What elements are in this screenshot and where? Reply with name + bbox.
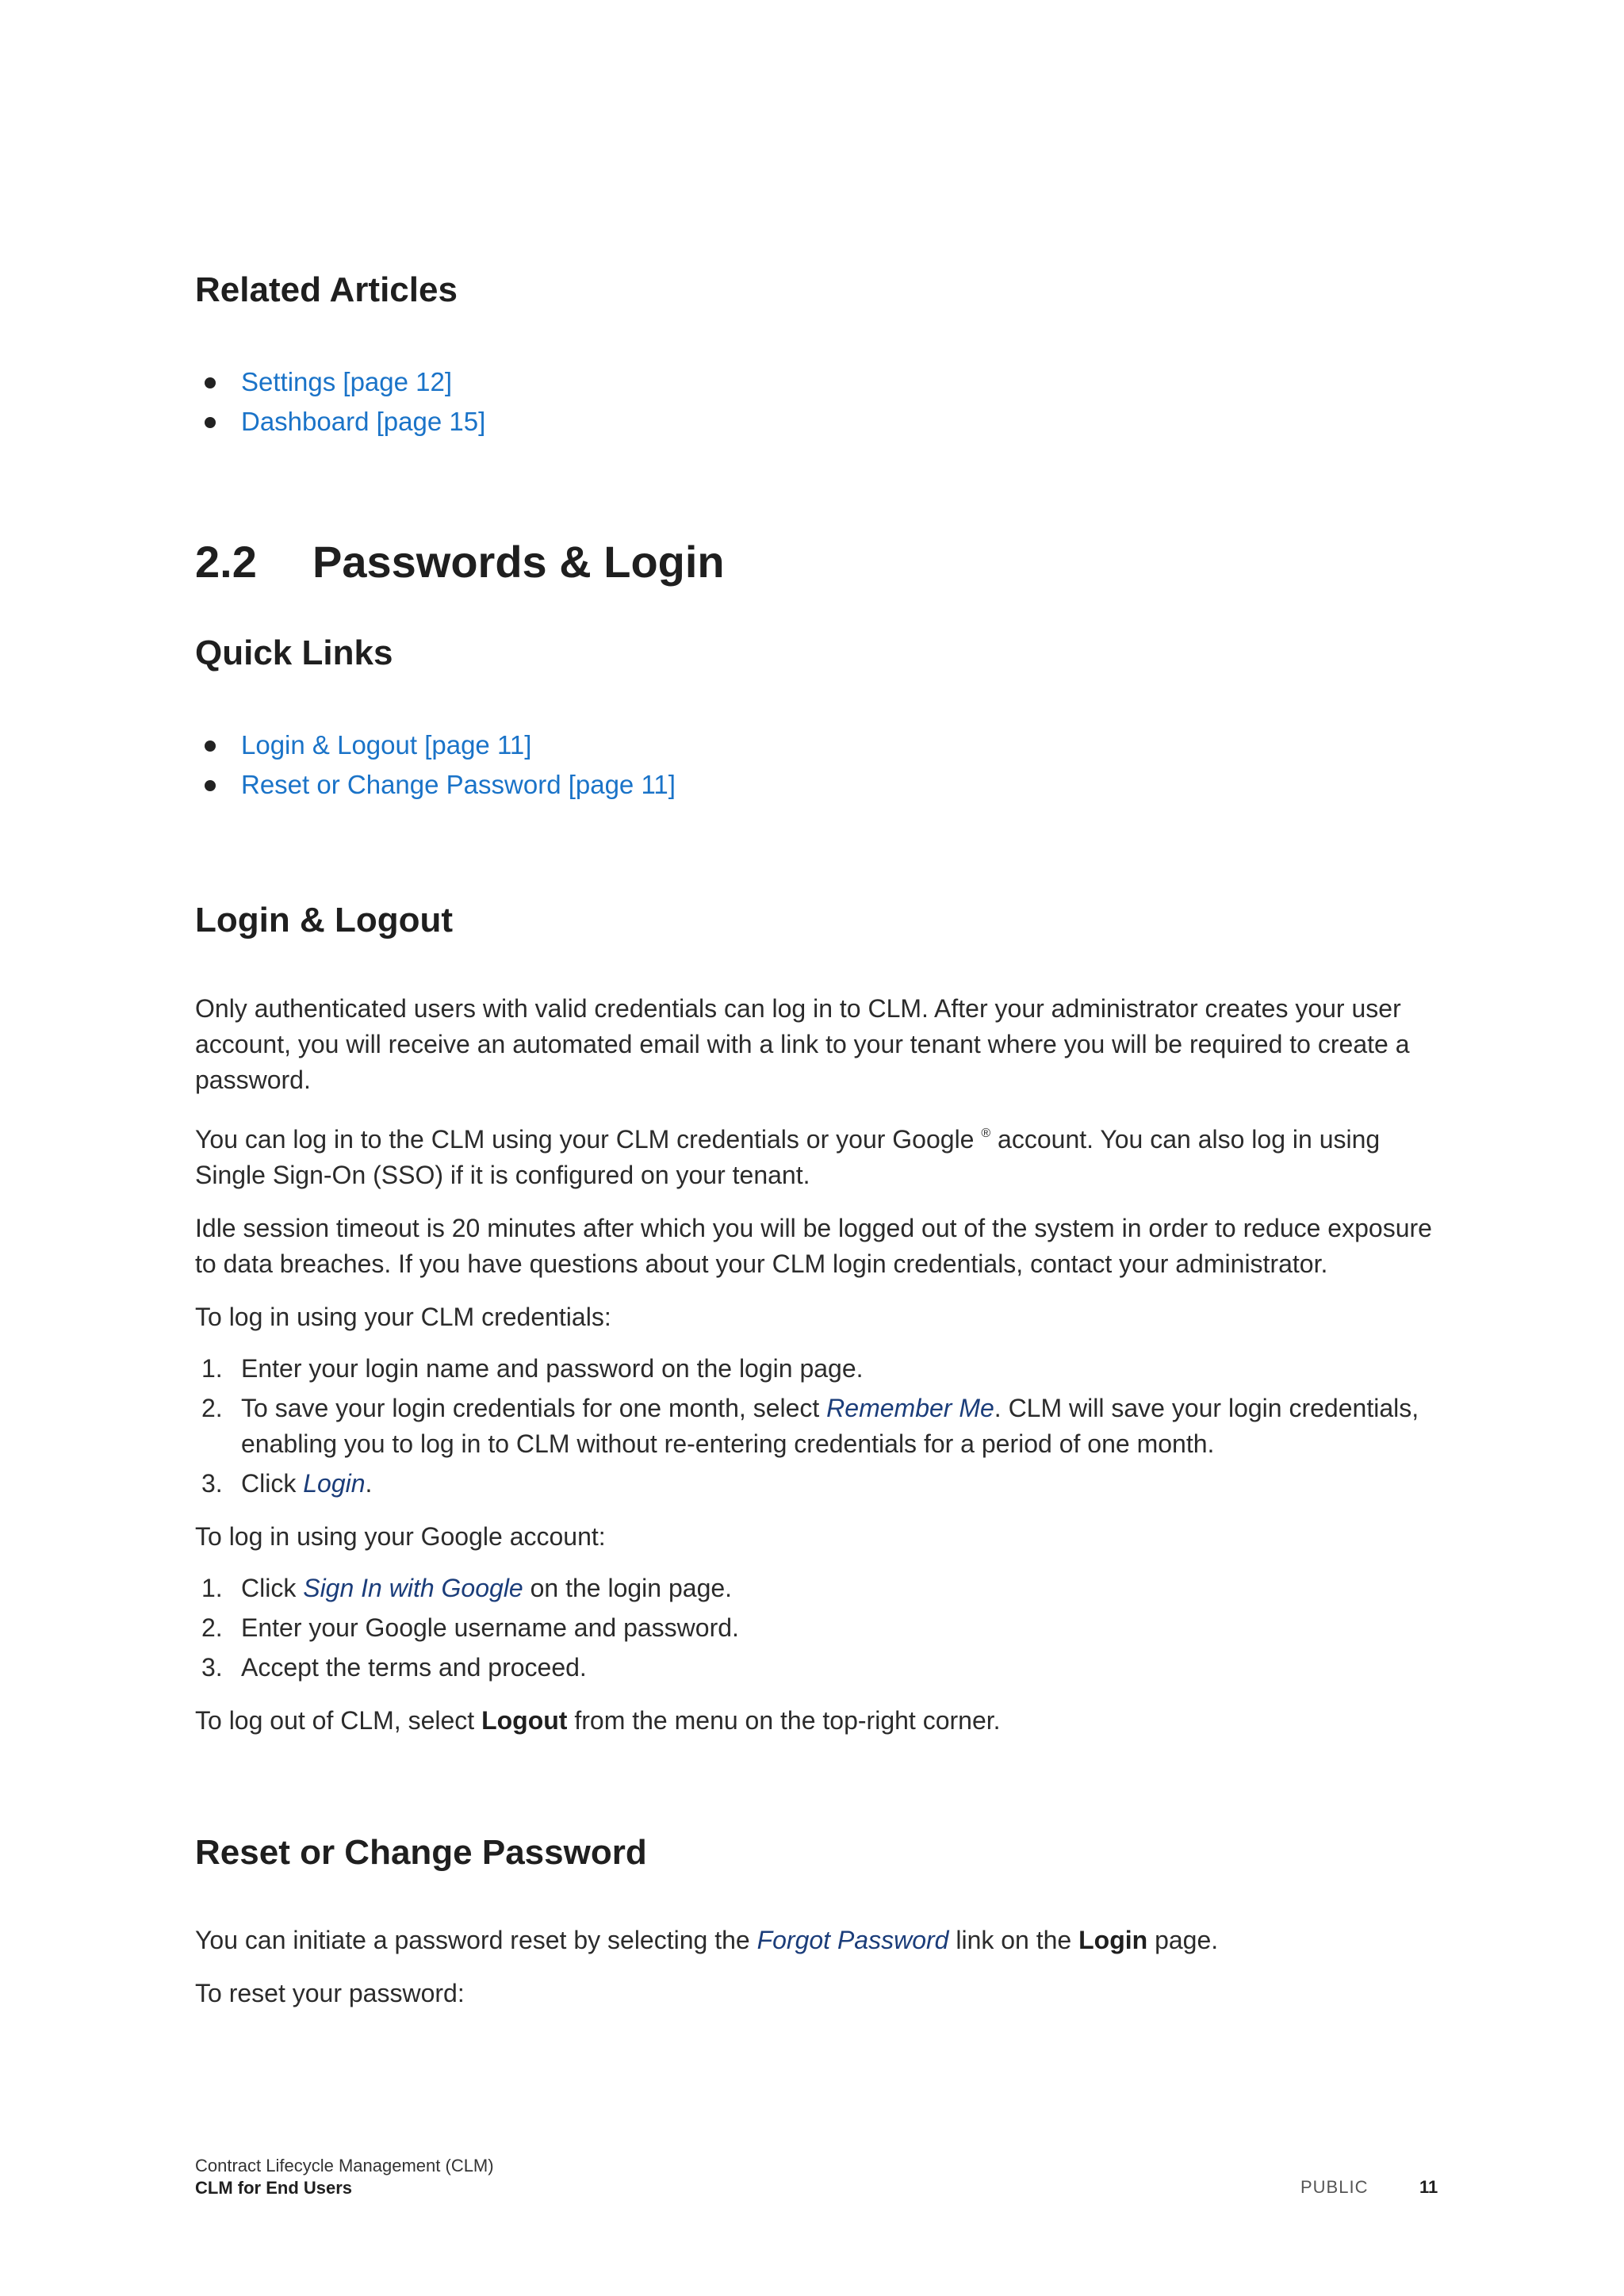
logout-term: Logout — [481, 1705, 568, 1735]
footer-guide: CLM for End Users — [195, 2178, 353, 2198]
list-item — [195, 1610, 1448, 1646]
step-number: 3. — [201, 1468, 223, 1498]
forgot-password-term: Forgot Password — [756, 1926, 949, 1955]
paragraph — [195, 1923, 1448, 1958]
step-text: Accept the terms and proceed. — [241, 1652, 587, 1682]
text-run: account. You can also log in using Single Sign-On (SSO) if it is configured on your tenant. — [195, 1124, 1381, 1189]
text-run: link on the — [948, 1926, 1079, 1955]
page-content — [195, 270, 1448, 2011]
step-text: Click — [241, 1573, 304, 1602]
quick-links-list — [195, 725, 1448, 805]
step-number: 2. — [201, 1613, 223, 1642]
related-articles-list — [195, 362, 1448, 442]
registered-mark: ® — [981, 1126, 991, 1140]
step-number: 1. — [201, 1573, 223, 1602]
step-number: 1. — [201, 1353, 223, 1383]
list-item — [195, 402, 1448, 442]
footer-document-title — [195, 2155, 494, 2199]
clm-login-steps — [195, 1351, 1448, 1502]
list-item — [195, 1571, 1448, 1606]
list-item — [195, 765, 1448, 805]
text-run: You can log in to the CLM using your CLM credentials or your Google — [195, 1124, 982, 1154]
paragraph: Only authenticated users with valid credentials can log in to CLM. After your administrator creates your user account, you will receive an automated email with a link to your tenant where you will be required to create a password. — [195, 993, 1410, 1094]
list-item — [195, 1391, 1448, 1462]
page-number: 11 — [1419, 2177, 1438, 2197]
paragraph: To log in using your CLM credentials: — [195, 1302, 611, 1331]
settings-link[interactable]: Settings [page 12] — [241, 366, 453, 396]
sign-in-google-term: Sign In with Google — [303, 1573, 523, 1602]
paragraph: To reset your password: — [195, 1979, 465, 2008]
step-text: . — [365, 1468, 373, 1498]
login-page-term: Login — [1078, 1926, 1148, 1955]
step-number: 2. — [201, 1393, 223, 1422]
step-text: Click — [241, 1468, 304, 1498]
footer-classification: PUBLIC — [1300, 2177, 1369, 2197]
section-title — [195, 535, 1448, 588]
step-text: . CLM will save your login credentials, enabling you to log in to CLM without re-entering credentials for a period of one month. — [241, 1393, 1419, 1458]
section-title-text: Passwords & Login — [312, 536, 725, 587]
step-text: Enter your Google username and password. — [241, 1613, 739, 1642]
section-number: 2.2 — [195, 536, 257, 587]
list-item — [195, 725, 1448, 765]
login-term: Login — [303, 1468, 366, 1498]
text-run: You can initiate a password reset by selecting the — [195, 1926, 757, 1955]
step-number: 3. — [201, 1652, 223, 1682]
paragraph — [195, 1703, 1448, 1739]
text-run: To log out of CLM, select — [195, 1705, 482, 1735]
reset-password-heading: Reset or Change Password — [195, 1832, 647, 1872]
text-run: page. — [1147, 1926, 1219, 1955]
list-item — [195, 362, 1448, 402]
reset-password-link[interactable]: Reset or Change Password [page 11] — [241, 769, 676, 799]
paragraph — [195, 1115, 1448, 1193]
paragraph: Idle session timeout is 20 minutes after which you will be logged out of the system in order to reduce exposure to data breaches. If you have questions about your CLM login credentials, contact your administrator. — [195, 1213, 1432, 1278]
login-logout-heading: Login & Logout — [195, 900, 453, 939]
quick-links-heading: Quick Links — [195, 633, 393, 672]
list-item — [195, 1466, 1448, 1502]
dashboard-link[interactable]: Dashboard [page 15] — [241, 406, 486, 436]
step-text: Enter your login name and password on the login page. — [241, 1353, 864, 1383]
list-item — [195, 1650, 1448, 1686]
list-item — [195, 1351, 1448, 1387]
text-run: from the menu on the top-right corner. — [567, 1705, 1001, 1735]
footer-product: Contract Lifecycle Management (CLM) — [195, 2156, 494, 2175]
google-login-steps — [195, 1571, 1448, 1686]
remember-me-term: Remember Me — [826, 1393, 994, 1422]
related-articles-heading: Related Articles — [195, 270, 458, 309]
login-logout-link[interactable]: Login & Logout [page 11] — [241, 729, 532, 760]
paragraph: To log in using your Google account: — [195, 1521, 606, 1551]
step-text: on the login page. — [523, 1573, 733, 1602]
step-text: To save your login credentials for one month, select — [241, 1393, 827, 1422]
